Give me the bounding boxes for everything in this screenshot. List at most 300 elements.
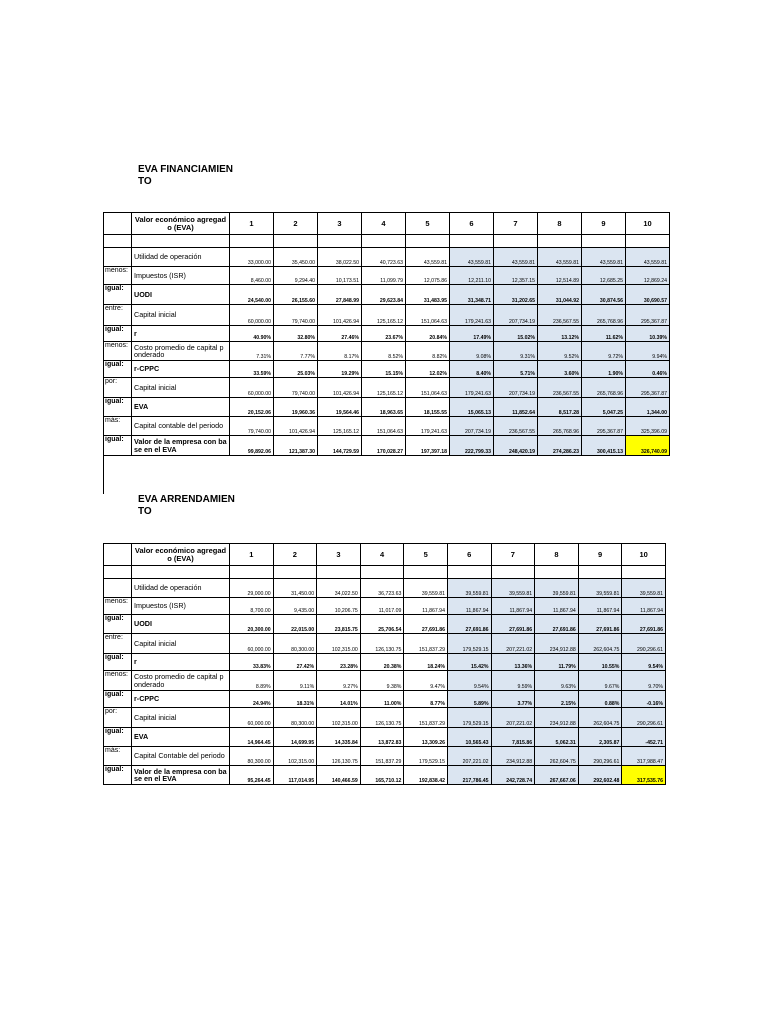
value-cell: 80,300.00 [273,634,317,654]
eva-table-arrendamiento [103,543,666,785]
value-cell: 15.15% [362,361,406,378]
row-operator: menos: [104,598,132,615]
value-cell: 30,690.57 [626,285,670,305]
table-row [104,398,670,417]
row-label: Valor de la empresa con base en el EVA [132,436,230,456]
value-cell: 5.89% [447,691,491,708]
value-cell: 10,206.75 [317,598,361,615]
value-cell: 192,838.42 [404,766,448,785]
value-cell: 11.00% [360,691,404,708]
value-cell: 8,700.00 [230,598,274,615]
value-cell: 13,309.26 [404,728,448,747]
table-row [104,417,670,436]
row-operator: más: [104,747,132,766]
value-cell: 5,047.25 [582,398,626,417]
value-cell: 11,867.94 [491,598,535,615]
value-cell: 9.27% [317,671,361,691]
value-cell: 10.55% [578,654,622,671]
value-cell: 22,015.00 [273,615,317,634]
value-cell: 12,075.86 [406,267,450,285]
value-cell: 19,960.36 [274,398,318,417]
value-cell: 0.88% [578,691,622,708]
value-cell: 11,017.09 [360,598,404,615]
value-cell: 326,740.09 [626,436,670,456]
value-cell: 8.17% [318,342,362,361]
value-cell: 79,740.00 [274,378,318,398]
table-row [104,579,666,598]
value-cell: 101,426.94 [318,378,362,398]
value-cell: 9.11% [273,671,317,691]
value-cell: 151,837.29 [404,634,448,654]
value-cell: 15.02% [494,326,538,342]
value-cell: 9.63% [535,671,579,691]
section-title-financiamiento: EVA FINANCIAMIENTO [138,164,233,187]
value-cell: 29,000.00 [230,579,274,598]
value-cell: 15.42% [447,654,491,671]
value-cell: 33.83% [230,654,274,671]
table-row [104,708,666,728]
value-cell: 10.39% [626,326,670,342]
header-op-cell [104,544,132,566]
value-cell: 43,559.81 [538,248,582,267]
value-cell: 9,435.00 [273,598,317,615]
value-cell: 207,221.02 [491,634,535,654]
value-cell: 9.54% [622,654,666,671]
row-operator: menos: [104,267,132,285]
value-cell: 18,155.55 [406,398,450,417]
year-header: 10 [626,213,670,235]
value-cell: 8.52% [362,342,406,361]
table-row [104,747,666,766]
value-cell: 13,872.83 [360,728,404,747]
value-cell: 11,867.94 [535,598,579,615]
value-cell: 18.24% [404,654,448,671]
row-operator: entre: [104,305,132,326]
value-cell: 144,729.59 [318,436,362,456]
year-header: 2 [273,544,317,566]
value-cell: 317,535.76 [622,766,666,785]
value-cell: 102,315.00 [317,708,361,728]
value-cell: 292,602.48 [578,766,622,785]
row-label: Capital inicial [132,708,230,728]
value-cell: 23,815.75 [317,615,361,634]
eva-table-financiamiento [103,212,670,456]
value-cell: 248,420.19 [494,436,538,456]
value-cell: 290,296.61 [622,708,666,728]
value-cell: 43,559.81 [494,248,538,267]
value-cell: 79,740.00 [274,305,318,326]
table-row [104,361,670,378]
value-cell: 39,559.81 [578,579,622,598]
value-cell: 3.77% [491,691,535,708]
value-cell: 9.38% [360,671,404,691]
value-cell: 11.62% [582,326,626,342]
value-cell: 27,691.86 [535,615,579,634]
row-label: r [132,326,230,342]
value-cell: 33.59% [230,361,274,378]
value-cell: 40,723.63 [362,248,406,267]
row-operator: menos: [104,342,132,361]
value-cell: 179,241.63 [406,417,450,436]
value-cell: 60,000.00 [230,634,274,654]
table-row [104,436,670,456]
row-label: Utilidad de operación [132,248,230,267]
value-cell: 24,540.00 [230,285,274,305]
value-cell: 102,315.00 [317,634,361,654]
value-cell: 207,734.19 [450,417,494,436]
year-header: 3 [317,544,361,566]
value-cell: 29,623.84 [362,285,406,305]
row-operator: igual: [104,766,132,785]
value-cell: 179,241.63 [450,305,494,326]
value-cell: 101,426.94 [274,417,318,436]
value-cell: 23.67% [362,326,406,342]
value-cell: 27,691.86 [578,615,622,634]
value-cell: 18.31% [273,691,317,708]
value-cell: 14,964.45 [230,728,274,747]
value-cell: 1,344.00 [626,398,670,417]
value-cell: 242,728.74 [491,766,535,785]
value-cell: 20.38% [360,654,404,671]
value-cell: 39,559.81 [622,579,666,598]
table-row [104,691,666,708]
row-label: r-CPPC [132,691,230,708]
value-cell: 11,867.94 [404,598,448,615]
year-header: 9 [578,544,622,566]
value-cell: 325,396.09 [626,417,670,436]
value-cell: 207,734.19 [494,305,538,326]
value-cell: 265,768.96 [538,417,582,436]
table-row [104,728,666,747]
value-cell: 12,514.89 [538,267,582,285]
value-cell: 0.46% [626,361,670,378]
value-cell: 126,130.75 [360,634,404,654]
value-cell: 11,867.94 [622,598,666,615]
value-cell: 13.36% [491,654,535,671]
value-cell: 8,460.00 [230,267,274,285]
value-cell: 12,869.24 [626,267,670,285]
value-cell: 126,130.75 [317,747,361,766]
value-cell: 43,559.81 [450,248,494,267]
row-label: UODI [132,615,230,634]
value-cell: 262,604.75 [578,634,622,654]
value-cell: 80,300.00 [273,708,317,728]
row-operator: entre: [104,634,132,654]
value-cell: 9.94% [626,342,670,361]
row-label: r-CPPC [132,361,230,378]
value-cell: 27,691.86 [404,615,448,634]
value-cell: 27.46% [318,326,362,342]
value-cell: 262,604.75 [578,708,622,728]
value-cell: 151,064.63 [362,417,406,436]
value-cell: 236,567.55 [494,417,538,436]
row-operator: igual: [104,326,132,342]
value-cell: 121,387.30 [274,436,318,456]
value-cell: 236,567.55 [538,378,582,398]
value-cell: 9.08% [450,342,494,361]
row-operator: igual: [104,691,132,708]
value-cell: 7,815.86 [491,728,535,747]
row-operator: igual: [104,398,132,417]
value-cell: 295,367.87 [626,378,670,398]
value-cell: 11,852.64 [494,398,538,417]
value-cell: 290,296.61 [578,747,622,766]
value-cell: 179,241.63 [450,378,494,398]
value-cell: 151,837.29 [360,747,404,766]
table-row [104,634,666,654]
value-cell: 43,559.81 [406,248,450,267]
value-cell: 234,912.88 [535,708,579,728]
value-cell: 317,988.47 [622,747,666,766]
row-operator [104,579,132,598]
value-cell: 60,000.00 [230,708,274,728]
value-cell: 102,315.00 [273,747,317,766]
value-cell: 43,559.81 [582,248,626,267]
value-cell: 151,837.29 [404,708,448,728]
table-row [104,598,666,615]
value-cell: 179,529.15 [447,708,491,728]
value-cell: 236,567.55 [538,305,582,326]
value-cell: 2,305.87 [578,728,622,747]
value-cell: 34,022.50 [317,579,361,598]
value-cell: -0.16% [622,691,666,708]
value-cell: 31,044.92 [538,285,582,305]
row-operator: por: [104,708,132,728]
value-cell: 222,799.33 [450,436,494,456]
value-cell: 290,296.61 [622,634,666,654]
value-cell: 125,165.12 [362,305,406,326]
value-cell: 11,867.94 [578,598,622,615]
table-row [104,671,666,691]
value-cell: 5.71% [494,361,538,378]
row-operator: igual: [104,654,132,671]
value-cell: 197,397.18 [406,436,450,456]
value-cell: 25,706.54 [360,615,404,634]
value-cell: 165,710.12 [360,766,404,785]
value-cell: 295,367.87 [626,305,670,326]
table-row [104,305,670,326]
value-cell: 117,014.95 [273,766,317,785]
value-cell: 11,867.94 [447,598,491,615]
value-cell: 19,564.46 [318,398,362,417]
year-header: 7 [491,544,535,566]
value-cell: 38,022.50 [318,248,362,267]
value-cell: 31,348.71 [450,285,494,305]
value-cell: 101,426.94 [318,305,362,326]
value-cell: 179,529.15 [404,747,448,766]
spacer-row [104,235,670,248]
value-cell: 8.40% [450,361,494,378]
row-label: Utilidad de operación [132,579,230,598]
value-cell: 30,874.56 [582,285,626,305]
table-row [104,378,670,398]
value-cell: 9.67% [578,671,622,691]
row-label: Capital inicial [132,634,230,654]
row-operator: menos: [104,671,132,691]
value-cell: 60,000.00 [230,305,274,326]
year-header: 10 [622,544,666,566]
value-cell: 11,099.79 [362,267,406,285]
value-cell: 12,357.15 [494,267,538,285]
value-cell: 9.72% [582,342,626,361]
value-cell: 11.79% [535,654,579,671]
row-operator: igual: [104,285,132,305]
table-row [104,267,670,285]
value-cell: 31,483.95 [406,285,450,305]
row-operator: igual: [104,728,132,747]
value-cell: 27,691.86 [447,615,491,634]
value-cell: 14,699.95 [273,728,317,747]
value-cell: 60,000.00 [230,378,274,398]
value-cell: 267,667.06 [535,766,579,785]
value-cell: 39,559.81 [535,579,579,598]
value-cell: 9.70% [622,671,666,691]
row-operator: por: [104,378,132,398]
table-row [104,342,670,361]
year-header: 1 [230,544,274,566]
row-label: r [132,654,230,671]
value-cell: 1.90% [582,361,626,378]
table-row [104,248,670,267]
row-label: Capital contable del periodo [132,417,230,436]
spacer-row [104,566,666,579]
value-cell: 300,415.13 [582,436,626,456]
value-cell: 234,912.88 [535,634,579,654]
header-op-cell [104,213,132,235]
year-header: 5 [406,213,450,235]
value-cell: 170,028.27 [362,436,406,456]
year-header: 2 [274,213,318,235]
year-header: 3 [318,213,362,235]
header-row [104,544,666,566]
value-cell: 20,152.06 [230,398,274,417]
year-header: 7 [494,213,538,235]
section-title-arrendamiento: EVA ARRENDAMIENTO [138,494,235,517]
value-cell: 8,517.28 [538,398,582,417]
value-cell: 27,691.86 [622,615,666,634]
value-cell: 36,723.63 [360,579,404,598]
row-operator [104,248,132,267]
value-cell: 8.82% [406,342,450,361]
value-cell: 99,892.06 [230,436,274,456]
value-cell: 265,768.96 [582,305,626,326]
value-cell: 7.77% [274,342,318,361]
value-cell: 39,559.81 [491,579,535,598]
value-cell: 125,165.12 [318,417,362,436]
row-label: Costo promedio de capital ponderado [132,671,230,691]
value-cell: 35,450.00 [274,248,318,267]
value-cell: 125,165.12 [362,378,406,398]
value-cell: 9.47% [404,671,448,691]
value-cell: 9.54% [447,671,491,691]
row-label: EVA [132,728,230,747]
value-cell: 151,064.63 [406,378,450,398]
row-label: Capital inicial [132,378,230,398]
value-cell: 40.90% [230,326,274,342]
value-cell: 32.80% [274,326,318,342]
value-cell: 15,065.13 [450,398,494,417]
value-cell: 207,221.02 [491,708,535,728]
value-cell: 25.03% [274,361,318,378]
value-cell: -452.71 [622,728,666,747]
value-cell: 9.31% [494,342,538,361]
value-cell: 31,450.00 [273,579,317,598]
value-cell: 14.01% [317,691,361,708]
value-cell: 12,685.25 [582,267,626,285]
value-cell: 274,286.23 [538,436,582,456]
value-cell: 33,000.00 [230,248,274,267]
value-cell: 8.77% [404,691,448,708]
table-row [104,285,670,305]
value-cell: 217,786.45 [447,766,491,785]
header-label: Valor económico agregado (EVA) [132,213,230,235]
value-cell: 14,335.84 [317,728,361,747]
value-cell: 10,565.43 [447,728,491,747]
value-cell: 20.84% [406,326,450,342]
value-cell: 140,466.59 [317,766,361,785]
row-operator: igual: [104,436,132,456]
table-row [104,326,670,342]
value-cell: 7.31% [230,342,274,361]
row-label: Capital Contable del periodo [132,747,230,766]
year-header: 5 [404,544,448,566]
value-cell: 27,691.86 [491,615,535,634]
year-header: 9 [582,213,626,235]
value-cell: 20,300.00 [230,615,274,634]
table-row [104,654,666,671]
value-cell: 23.28% [317,654,361,671]
value-cell: 39,559.81 [404,579,448,598]
value-cell: 12,211.10 [450,267,494,285]
value-cell: 31,202.65 [494,285,538,305]
year-header: 4 [360,544,404,566]
year-header: 8 [535,544,579,566]
value-cell: 126,130.75 [360,708,404,728]
row-label: UODI [132,285,230,305]
value-cell: 26,155.60 [274,285,318,305]
value-cell: 5,062.31 [535,728,579,747]
year-header: 4 [362,213,406,235]
value-cell: 8.89% [230,671,274,691]
value-cell: 13.12% [538,326,582,342]
value-cell: 179,529.15 [447,634,491,654]
value-cell: 3.60% [538,361,582,378]
value-cell: 95,264.45 [230,766,274,785]
value-cell: 9.52% [538,342,582,361]
value-cell: 12.02% [406,361,450,378]
year-header: 6 [447,544,491,566]
row-label: Capital inicial [132,305,230,326]
value-cell: 10,173.51 [318,267,362,285]
row-label: EVA [132,398,230,417]
row-label: Impuestos (ISR) [132,267,230,285]
value-cell: 265,768.96 [582,378,626,398]
value-cell: 19.29% [318,361,362,378]
row-operator: igual: [104,361,132,378]
row-label: Costo promedio de capital ponderado [132,342,230,361]
table-row [104,766,666,785]
value-cell: 39,559.81 [447,579,491,598]
value-cell: 234,912.88 [491,747,535,766]
value-cell: 24.94% [230,691,274,708]
value-cell: 2.15% [535,691,579,708]
table-row [104,615,666,634]
row-label: Impuestos (ISR) [132,598,230,615]
value-cell: 207,734.19 [494,378,538,398]
header-row [104,213,670,235]
value-cell: 151,064.63 [406,305,450,326]
value-cell: 43,559.81 [626,248,670,267]
